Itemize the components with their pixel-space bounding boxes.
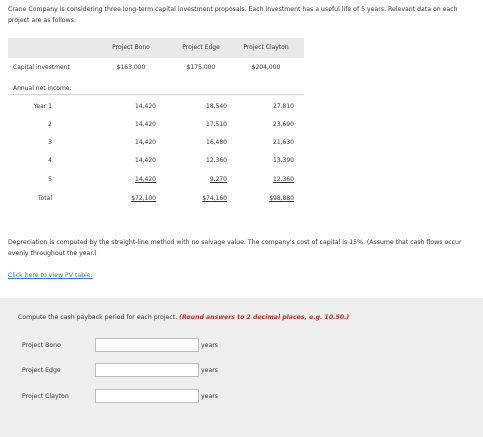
year-label: 3 [48, 139, 52, 146]
answer-row-edge [0, 363, 483, 379]
depreciation-note: Depreciation is computed by the straight-line method with no salvage value. The company's cost of capital is 15%. (Assume that cash flows occur evenly throughout the year.) [8, 239, 462, 257]
income-bono: 14,420 [135, 176, 156, 183]
payback-input-bono[interactable] [95, 338, 199, 352]
income-bono: 14,420 [135, 139, 156, 146]
income-bono: 14,420 [135, 121, 156, 128]
pv-table-link[interactable]: Click here to view PV table. [8, 272, 93, 279]
table-row [8, 156, 304, 166]
payback-input-clayton[interactable] [95, 389, 199, 403]
capital-clayton: $204,000 [251, 64, 281, 71]
payback-input-edge[interactable] [95, 363, 199, 377]
answer-label: Project Bono [22, 342, 61, 349]
capital-bono: $163,000 [116, 64, 146, 71]
table-row [8, 102, 304, 112]
table-row [8, 120, 304, 130]
total-row [8, 194, 304, 204]
income-bono: 14,420 [135, 103, 156, 110]
year-label: Year 1 [33, 103, 52, 110]
income-edge: 17,510 [206, 121, 227, 128]
question-prompt [18, 314, 349, 321]
unit-label: years [201, 393, 219, 400]
rounding-hint: (Round answers to 2 decimal places, e.g. 10.50.) [179, 314, 350, 321]
income-edge: 9,270 [209, 176, 227, 183]
income-clayton: 13,390 [273, 157, 294, 164]
question-panel [0, 298, 483, 437]
question-text: Compute the cash payback period for each project. [18, 314, 178, 321]
table-header [8, 38, 304, 58]
income-clayton: 23,690 [273, 121, 294, 128]
capital-edge: $175,000 [186, 64, 216, 71]
year-label: 2 [48, 121, 52, 128]
income-clayton: 12,360 [273, 176, 294, 183]
header-project-clayton: Project Clayton [243, 44, 289, 51]
capital-investment-row [8, 63, 304, 73]
header-project-edge: Project Edge [182, 44, 220, 51]
answer-row-clayton [0, 389, 483, 405]
unit-label: years [201, 342, 219, 349]
income-edge: 18,540 [206, 103, 227, 110]
income-edge: 16,480 [206, 139, 227, 146]
unit-label: years [201, 367, 219, 374]
answer-label: Project Edge [22, 367, 61, 374]
annual-income-label-row [8, 84, 304, 94]
income-clayton: 27,810 [273, 103, 294, 110]
income-edge: 12,360 [206, 157, 227, 164]
table-row [8, 175, 304, 185]
total-bono: $72,100 [131, 195, 156, 202]
header-project-bono: Project Bono [112, 44, 150, 51]
income-bono: 14,420 [135, 157, 156, 164]
project-data-table [8, 38, 304, 202]
year-label: 5 [48, 176, 52, 183]
total-edge: $74,160 [202, 195, 227, 202]
year-label: 4 [48, 157, 52, 164]
annual-income-label: Annual net income: [13, 85, 72, 92]
problem-intro: Crane Company is considering three long-term capital investment proposals. Each investment has a useful life of 5 years. Relevant data on each project are as follows. [8, 6, 458, 24]
total-clayton: $98,880 [269, 195, 294, 202]
income-clayton: 21,630 [273, 139, 294, 146]
divider [8, 94, 304, 95]
total-label: Total [37, 195, 52, 202]
answer-label: Project Clayton [22, 393, 69, 400]
capital-label: Capital investment [13, 64, 70, 71]
table-row [8, 138, 304, 148]
answer-row-bono [0, 338, 483, 354]
